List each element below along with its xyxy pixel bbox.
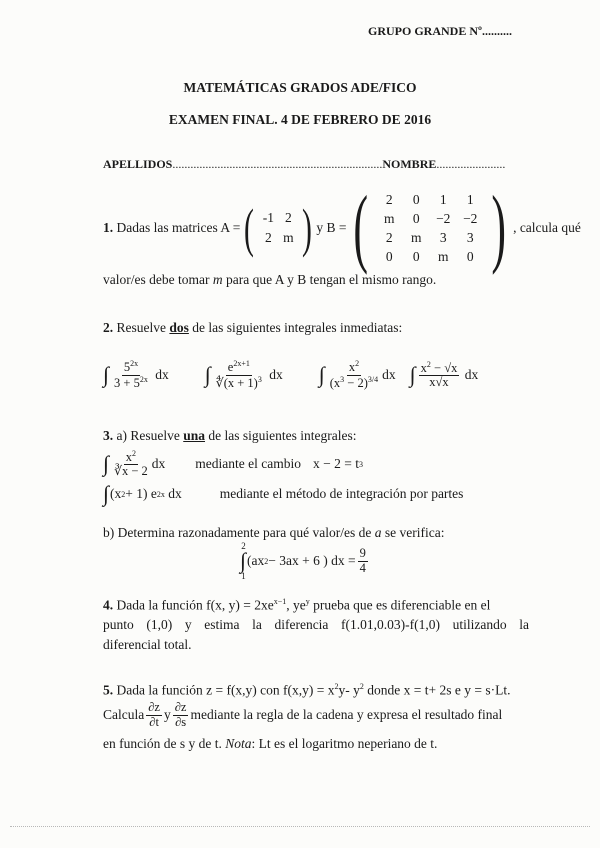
q2-integrals: [103, 354, 478, 396]
nombre-label: NOMBRE: [382, 157, 437, 171]
apellidos-label: APELLIDOS: [103, 157, 173, 171]
q1-line2: valor/es debe tomar m para que A y B tengan el mismo rango.: [103, 272, 437, 287]
question-5-line3: en función de s y de t. Nota: Lt es el logaritmo neperiano de t.: [103, 736, 438, 751]
apellidos-field[interactable]: ......................................................................: [172, 157, 383, 171]
q1-connector: y B =: [316, 220, 347, 235]
nombre-field[interactable]: .......................: [436, 157, 506, 171]
emphasis-dos: dos: [169, 320, 189, 335]
nota-label: Nota: [225, 736, 252, 751]
matrix-b: 2 0 1 1 m 0 −2 −2 2 m 3 3 0 0 m 0: [383, 191, 478, 264]
q2-number: 2.: [103, 320, 114, 335]
question-5-line2: Calcula $\frac{\partial z}{\partial t}$ y $\frac{\partial z}{\partial s}$ mediante la regla de la cadena y expresa el resultado final: [103, 700, 503, 729]
name-fields: [103, 157, 505, 172]
question-4-line1: 4. Dada la función f(x, $y) = 2xe^{x-1}$, $ye^y$ prueba que es diferenciable en el: [103, 597, 491, 613]
matrix-b-right-paren: ): [491, 179, 506, 276]
upper-limit: 2: [241, 540, 246, 551]
variable-a: a: [374, 525, 382, 540]
q1-number: 1.: [103, 220, 114, 235]
matrix-a-left-paren: (: [244, 198, 255, 258]
question-5-line1: 5. Dada la función z = f(x,y) con $f(x,y) = x^2y-$ $y^2$ donde x = t+ 2s e y = s·Lt.: [103, 682, 511, 698]
scan-edge-artifact: [10, 826, 590, 827]
q4-line3: diferencial total.: [103, 637, 192, 652]
q3-integral-1: ∫ $\frac{x^2}{∛x - 2}$ dx mediante el cambio x − 2 = t 3: [103, 448, 363, 479]
q5-number: 5.: [103, 682, 114, 698]
q1-text: Dadas las matrices A =: [116, 220, 241, 235]
q3-part-b: b) Determina razonadamente para qué valor/es de a se verifica:: [103, 525, 445, 540]
matrix-a-right-paren: ): [302, 198, 313, 258]
variable-m: m: [212, 272, 223, 287]
question-3: 3. a) Resuelve una de las siguientes integrales:: [103, 428, 357, 443]
integral-2: ∫ $\frac{e^{2x+1}}{∜(x + 1)^3}$ dx: [204, 359, 283, 390]
q3-number: 3.: [103, 428, 114, 443]
q1-text-after: , calcula qué: [513, 220, 581, 235]
exam-subtitle: EXAMEN FINAL. 4 DE FEBRERO DE 2016: [168, 112, 432, 127]
exam-title: MATEMÁTICAS GRADOS ADE/FICO: [183, 80, 417, 95]
q3-definite-integral: 2 ∫ 1 (ax 2 − 3ax + 6 ) dx = $\frac{9}{4}$: [240, 540, 366, 581]
q4-number: 4.: [103, 597, 114, 613]
q3-integral-2: ∫ (x 2 + 1) e 2x dx mediante el método de integración por partes: [103, 481, 464, 506]
question-1: [103, 179, 581, 276]
integral-1: ∫ $\frac{5^{2x}}{3 + 5^{2x}}$ dx: [103, 359, 169, 390]
grupo-label: GRUPO GRANDE Nº..........: [368, 24, 512, 38]
integral-3: ∫ $\frac{x^2}{(x^3 - 2)^{3/4}}$ dx: [318, 359, 396, 390]
matrix-b-left-paren: (: [353, 179, 369, 276]
q4-line2: punto (1,0) y estima la diferencia f(1.01,0.03)-f(1,0) utilizando la: [103, 617, 529, 632]
matrix-a: -1 2 2 m: [262, 210, 294, 245]
integral-4: ∫ $\frac{x^2 - √x}{x√x}$ dx: [409, 359, 479, 390]
question-2: 2. Resuelve dos de las siguientes integrales inmediatas:: [103, 320, 403, 335]
lower-limit: 1: [241, 571, 246, 581]
emphasis-una: una: [183, 428, 206, 443]
